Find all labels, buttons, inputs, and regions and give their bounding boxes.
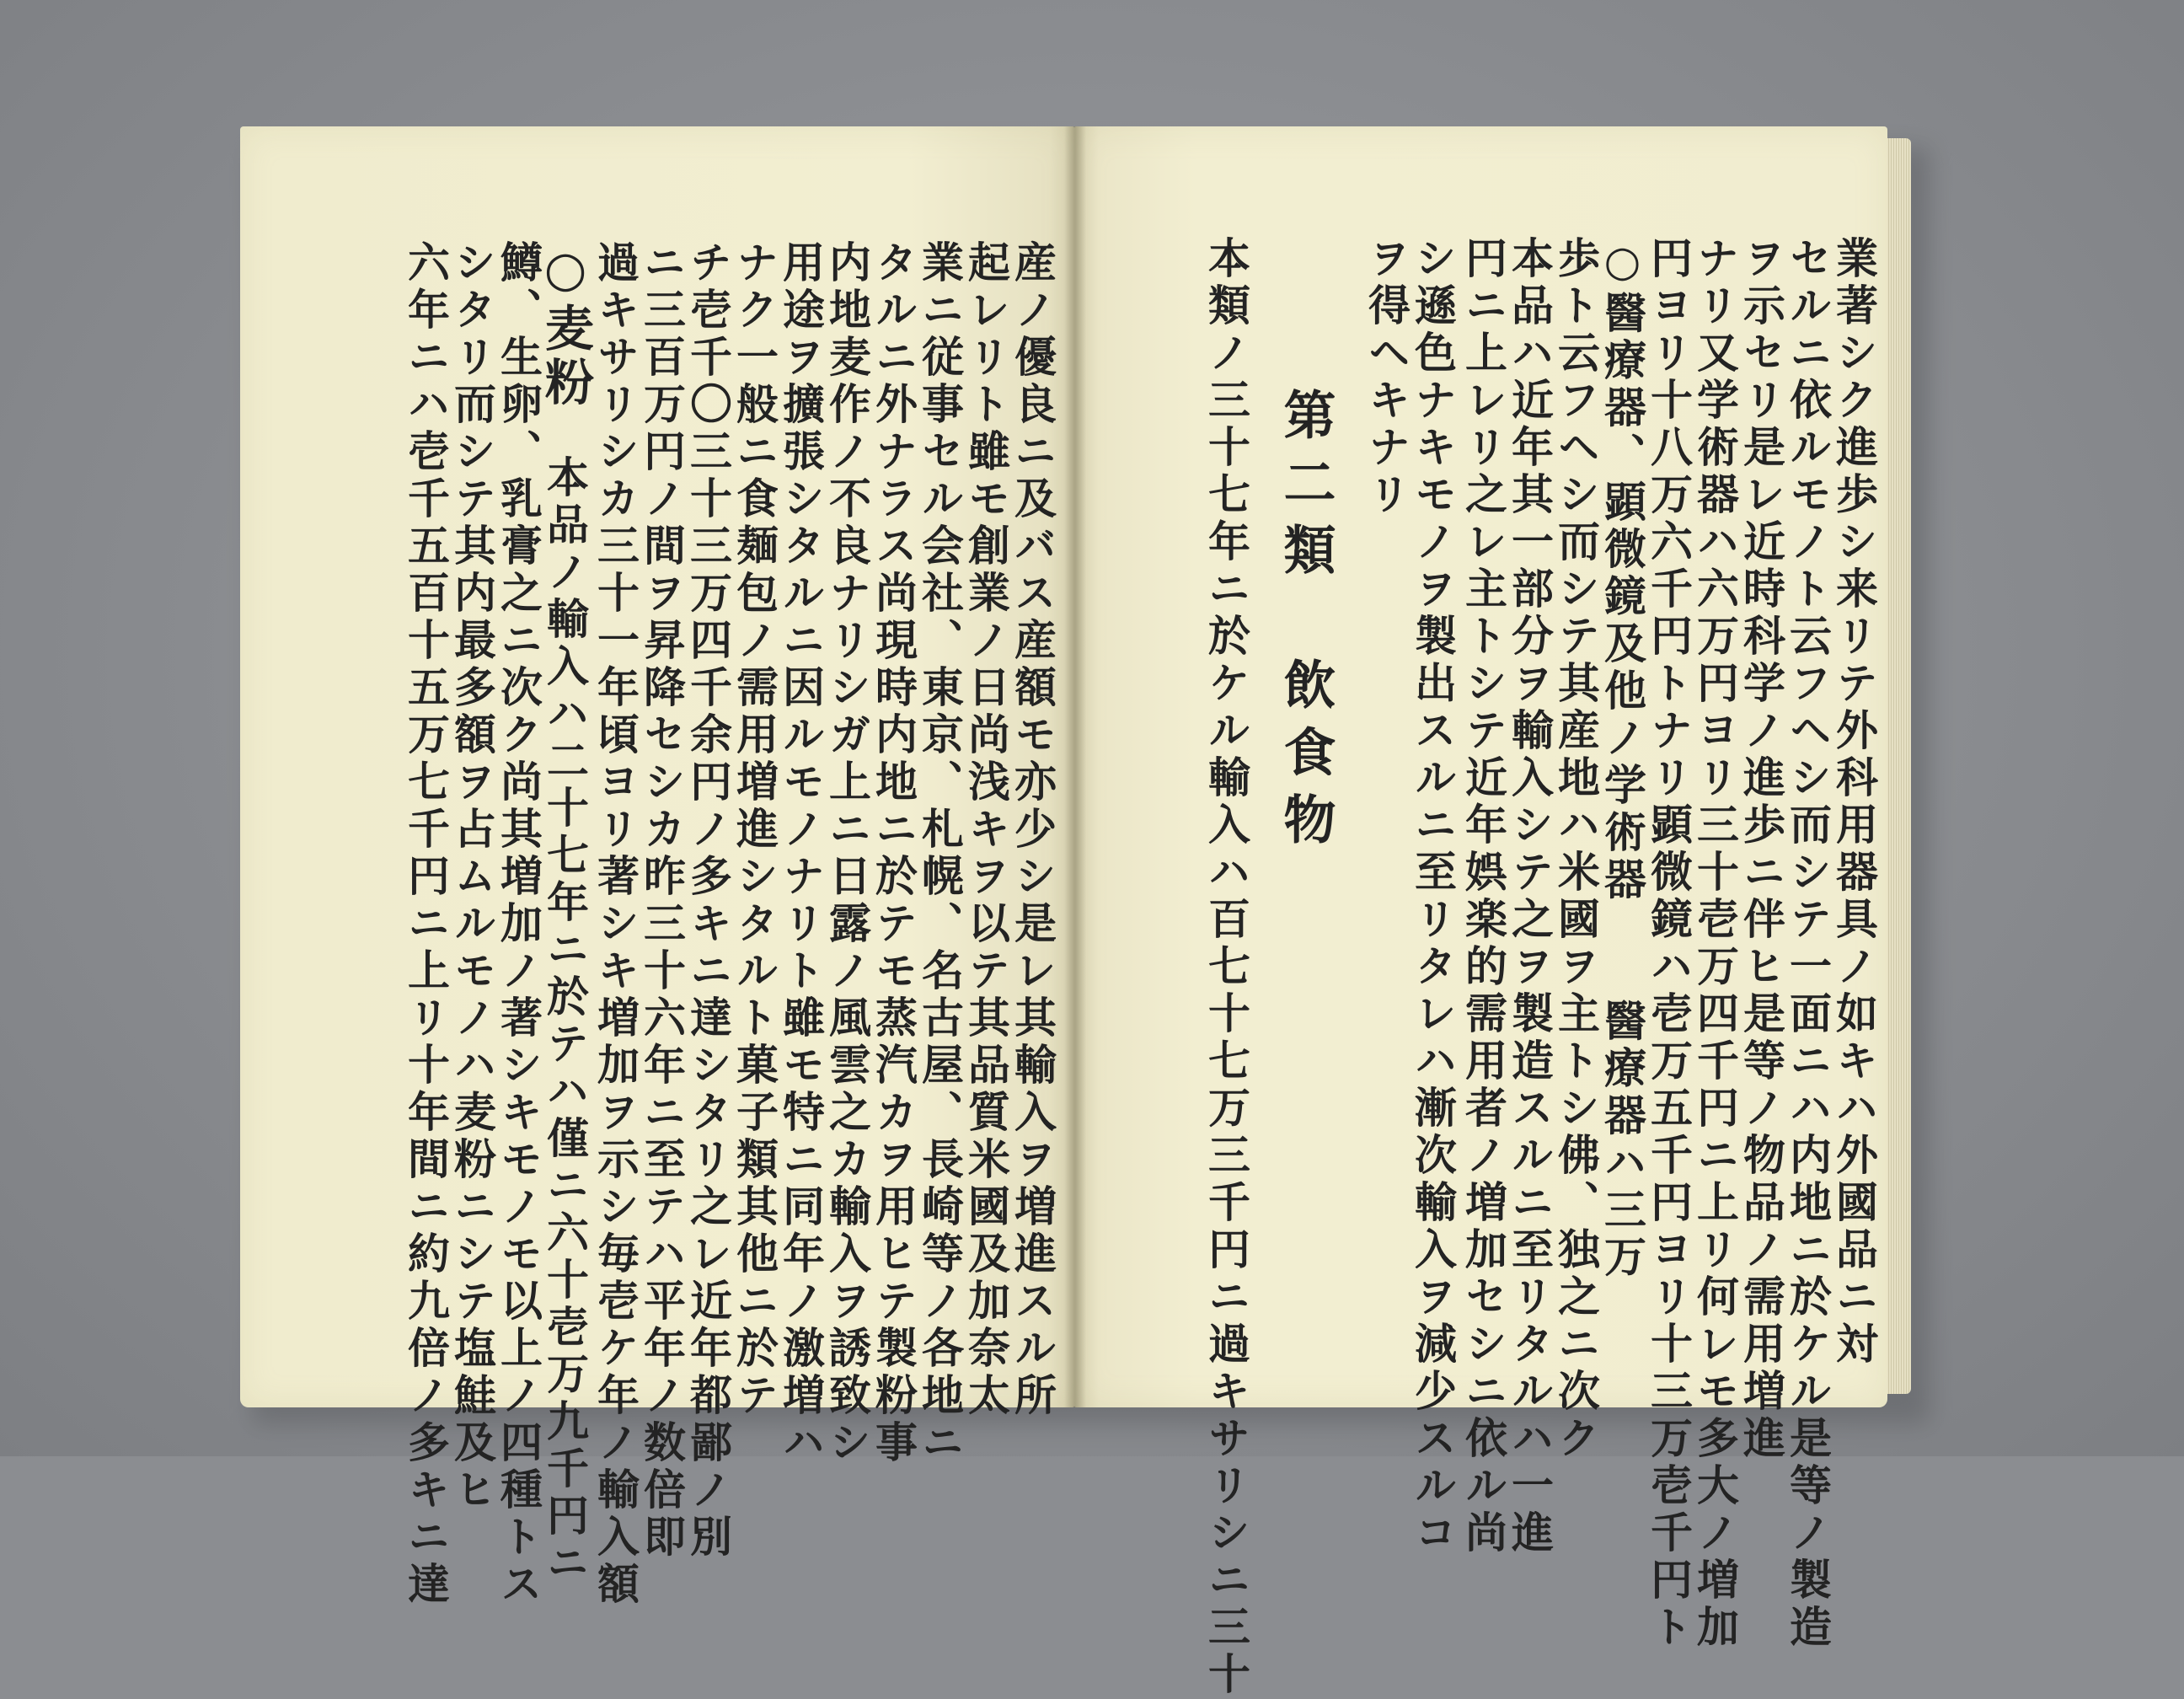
right-line-6: ナリ又学術器ハ六万円ヨリ三十壱万四千円ニ上リ何レモ多大ノ増加 — [1690, 236, 1740, 1652]
left-section-heading: ○麦粉 — [537, 240, 594, 410]
book-gutter — [1064, 126, 1086, 1407]
section-heading: 第二類 飲食物 — [1275, 388, 1336, 860]
left-line-7: チ壱千〇三十三万四千余円ノ多キニ達シタリ之レ近年都鄙ノ別 — [683, 240, 733, 1562]
left-line-14: 産ノ優良ニ及バス産額モ亦少シ是レ其輸入ヲ増進スル所 — [1008, 240, 1057, 1420]
left-line-5: 過キサリシカ三十一年頃ヨリ著シキ増加ヲ示シ毎壱ケ年ノ輸入額 — [591, 240, 640, 1609]
left-line-2: シタリ而シテ其内最多額ヲ占ムルモノハ麦粉ニシテ塩鮭及ヒ — [447, 240, 497, 1514]
right-line-1: 円ニ上レリ之レ主トシテ近年娯楽的需用者ノ増加セシニ依ル尚 — [1459, 236, 1508, 1557]
left-line-8: ナク一般ニ食麺包ノ需用増進シタルト菓子類其他ニ於テ — [730, 240, 779, 1420]
left-line-6: ニ三百万円ノ間ヲ昇降セシカ昨三十六年ニ至テハ平年ノ数倍即 — [637, 240, 687, 1562]
right-line-10: シ遜色ナキモノヲ製出スルニ至リタレハ漸次輸入ヲ減少スルコ — [1408, 236, 1458, 1557]
right-last-line: 本類ノ三十七年ニ於ケル輸入ハ百七十七万三千円ニ過キサリシニ三十 — [1202, 236, 1251, 1699]
left-page — [240, 126, 1074, 1609]
right-line-7: ヲ示セリ是レ近時科学ノ進歩ニ伴ヒ是等ノ物品ノ需用増進 — [1737, 236, 1786, 1463]
left-line-10: 内地麦作ノ不良ナリシガ上ニ日露ノ風雲之カ輸入ヲ誘致シ — [822, 240, 872, 1467]
left-line-13: 起レリト雖モ創業ノ日尚浅キヲ以テ其品質米國及加奈太 — [961, 240, 1011, 1420]
right-line-3: 歩ト云フヘシ而シテ其産地ハ米國ヲ主トシ佛、独之ニ次ク — [1551, 236, 1601, 1463]
left-line-3: 鱒、生卵、乳膏之ニ次ク尚其増加ノ著シキモノモ以上ノ四種トス — [494, 240, 543, 1609]
right-page — [1074, 126, 1887, 1699]
right-line-4: ○醫療器、顕微鏡及他ノ学術器 醫療器ハ三万 — [1598, 236, 1647, 1282]
right-line-11: ヲ得ヘキナリ — [1362, 236, 1411, 519]
open-book — [240, 126, 1913, 1699]
left-line-11: タルニ外ナラス尚現時内地ニ於テモ蒸汽カヲ用ヒテ製粉事 — [869, 240, 918, 1467]
right-line-8: セルニ依ルモノト云フヘシ而シテ一面ニハ内地ニ於ケル是等ノ製造 — [1783, 236, 1833, 1652]
left-line-1: 六年ニハ壱千五百十五万七千円ニ上リ十年間ニ約九倍ノ多キニ達 — [401, 240, 451, 1609]
left-line-9: 用途ヲ擴張シタルニ因ルモノナリト雖モ特ニ同年ノ激増ハ — [776, 240, 826, 1467]
left-line-12: 業ニ従事セル会社、東京、札幌、名古屋、長崎等ノ各地ニ — [915, 240, 965, 1467]
right-line-9: 業著シク進歩シ来リテ外科用器具ノ如キハ外國品ニ対 — [1829, 236, 1879, 1369]
page-edge-stack — [1884, 138, 1911, 1394]
left-inset-line: 本品ノ輸入ハ二十七年ニ於テハ僅ニ六十壱万九千円ニ — [540, 455, 590, 1588]
right-line-2: 本品ハ近年其一部分ヲ輸入シテ之ヲ製造スルニ至リタルハ一進 — [1505, 236, 1555, 1557]
right-line-5: 円ヨリ十八万六千円トナリ顕微鏡ハ壱万五千円ヨリ十三万壱千円ト — [1644, 236, 1694, 1652]
